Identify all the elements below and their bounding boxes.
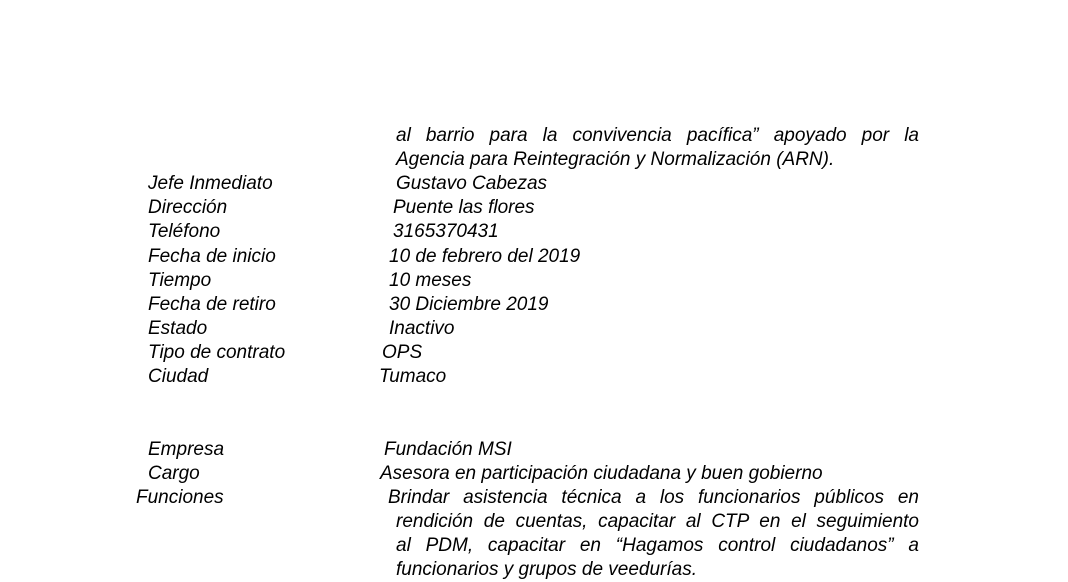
jefe-inmediato-label: Jefe Inmediato <box>148 173 273 194</box>
empresa-value: Fundación MSI <box>384 439 512 460</box>
ciudad-label: Ciudad <box>148 366 209 387</box>
jefe-inmediato-value: Gustavo Cabezas <box>396 173 548 194</box>
intro-line-1: al barrio para la convivencia pacífica” apoyado por la <box>396 125 919 146</box>
ciudad-value: Tumaco <box>379 366 447 387</box>
funciones-label: Funciones <box>136 487 224 508</box>
telefono-label: Teléfono <box>148 221 221 242</box>
direccion-value: Puente las flores <box>393 197 535 218</box>
fecha-inicio-label: Fecha de inicio <box>148 246 276 267</box>
fecha-inicio-value: 10 de febrero del 2019 <box>389 246 581 267</box>
empresa-label: Empresa <box>148 439 225 460</box>
cargo-label: Cargo <box>148 463 200 484</box>
tiempo-label: Tiempo <box>148 270 212 291</box>
tipo-contrato-value: OPS <box>382 342 423 363</box>
funciones-line-3: al PDM, capacitar en “Hagamos control ciudadanos” a <box>396 535 919 556</box>
tiempo-value: 10 meses <box>389 270 472 291</box>
intro-line-2: Agencia para Reintegración y Normalización (ARN). <box>396 149 835 170</box>
fecha-retiro-label: Fecha de retiro <box>148 294 276 315</box>
funciones-line-4: funcionarios y grupos de veedurías. <box>396 559 698 580</box>
telefono-value: 3165370431 <box>393 221 499 242</box>
estado-label: Estado <box>148 318 208 339</box>
estado-value: Inactivo <box>389 318 455 339</box>
direccion-label: Dirección <box>148 197 228 218</box>
funciones-line-1: Brindar asistencia técnica a los funcionarios públicos en <box>388 487 919 508</box>
fecha-retiro-value: 30 Diciembre 2019 <box>389 294 549 315</box>
tipo-contrato-label: Tipo de contrato <box>148 342 286 363</box>
cargo-value: Asesora en participación ciudadana y buen gobierno <box>380 463 823 484</box>
funciones-line-2: rendición de cuentas, capacitar al CTP en el seguimiento <box>396 511 919 532</box>
